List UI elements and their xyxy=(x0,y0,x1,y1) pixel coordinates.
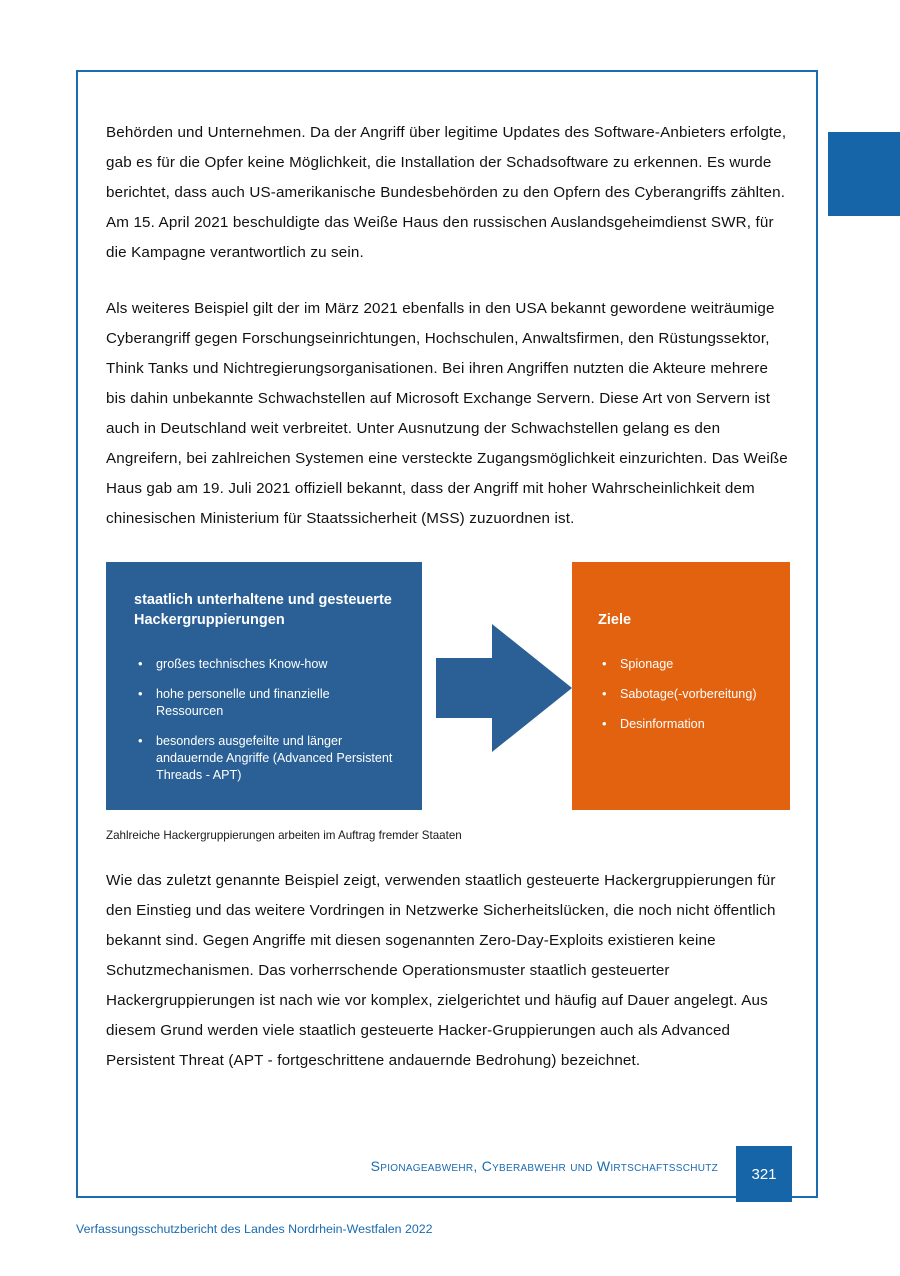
paragraph-1: Behörden und Unternehmen. Da der Angriff über legitime Updates des Software-Anbieters erfolgte, gab es für die Opfer keine Möglichkeit, die Installation der Schadsoftware zu erkennen. Es wurde berichtet, dass auch US-amerikanische Bundesbehörden zu den Opfern des Cyberangriffs zählten. Am 15. April 2021 beschuldigte das Weiße Haus den russischen Auslandsgeheimdienst SWR, für die Kampagne verantwortlich zu sein. xyxy=(106,124,787,261)
figure-right-bullet: • Spionage xyxy=(598,656,770,673)
figure-left-bullet-list xyxy=(134,656,398,784)
figure-left-panel xyxy=(106,562,422,810)
paragraph-3: Wie das zuletzt genannte Beispiel zeigt, verwenden staatlich gesteuerte Hackergruppierungen für den Einstieg und das weitere Vordringen in Netzwerke Sicherheitslücken, die noch nicht öffentlich bekannt sind. Gegen Angriffe mit diesen sogenannten Zero-Day-Exploits existieren keine Schutzmechanismen. Das vorherrschende Operationsmuster staatlich gesteuerter Hackergruppierungen ist nach wie vor komplex, zielgerichtet und häufig auf Dauer angelegt. Aus diesem Grund werden viele staatlich gesteuerte Hacker-Gruppierungen auch als Advanced Persistent Threat (APT - fortgeschrittene andauernde Bedrohung) bezeichnet. xyxy=(106,872,776,1069)
right-edge-marker xyxy=(828,132,900,216)
footer-report-title: Verfassungsschutzbericht des Landes Nordrhein-Westfalen 2022 xyxy=(76,1222,433,1236)
figure-hackergruppierungen xyxy=(106,562,790,810)
figure-right-bullet: • Sabotage(-vorbereitung) xyxy=(598,686,770,703)
figure-caption: Zahlreiche Hackergruppierungen arbeiten im Auftrag fremder Staaten xyxy=(106,829,462,842)
paragraph-2: Als weiteres Beispiel gilt der im März 2021 ebenfalls in den USA bekannt gewordene weiträumige Cyberangriff gegen Forschungseinrichtungen, Hochschulen, Anwaltsfirmen, den Rüstungssektor, Think Tanks und Nichtregierungsorganisationen. Bei ihren Angriffen nutzten die Akteure mehrere bis dahin unbekannte Schwachstellen auf Microsoft Exchange Servern. Diese Art von Servern ist auch in Deutschland weit verbreitet. Unter Ausnutzung der Schwachstellen gelang es den Angreifern, bei zahlreichen Systemen eine versteckte Zugangsmöglichkeit einzurichten. Das Weiße Haus gab am 19. Juli 2021 offiziell bekannt, dass der Angriff mit hoher Wahrscheinlichkeit dem chinesischen Ministerium für Staatssicherheit (MSS) zuzuordnen ist. xyxy=(106,300,788,527)
page-content xyxy=(106,118,790,1102)
running-head: Spionageabwehr, Cyberabwehr und Wirtschaftsschutz xyxy=(370,1158,718,1174)
figure-right-panel xyxy=(572,562,790,810)
figure-left-bullet: • hohe personelle und finanzielle Ressourcen xyxy=(134,686,398,720)
right-arrow-icon xyxy=(422,624,572,752)
figure-right-bullet-list xyxy=(598,656,770,733)
page-number: 321 xyxy=(736,1146,792,1202)
figure-right-bullet: • Desinformation xyxy=(598,716,770,733)
figure-right-title: Ziele xyxy=(598,612,632,628)
figure-left-bullet: • großes technisches Know-how xyxy=(134,656,398,673)
figure-left-title: staatlich unterhaltene und gesteuerte Hackergruppierungen xyxy=(134,592,392,628)
figure-left-bullet: • besonders ausgefeilte und länger andauernde Angriffe (Advanced Persistent Threads - APT) xyxy=(134,733,398,784)
